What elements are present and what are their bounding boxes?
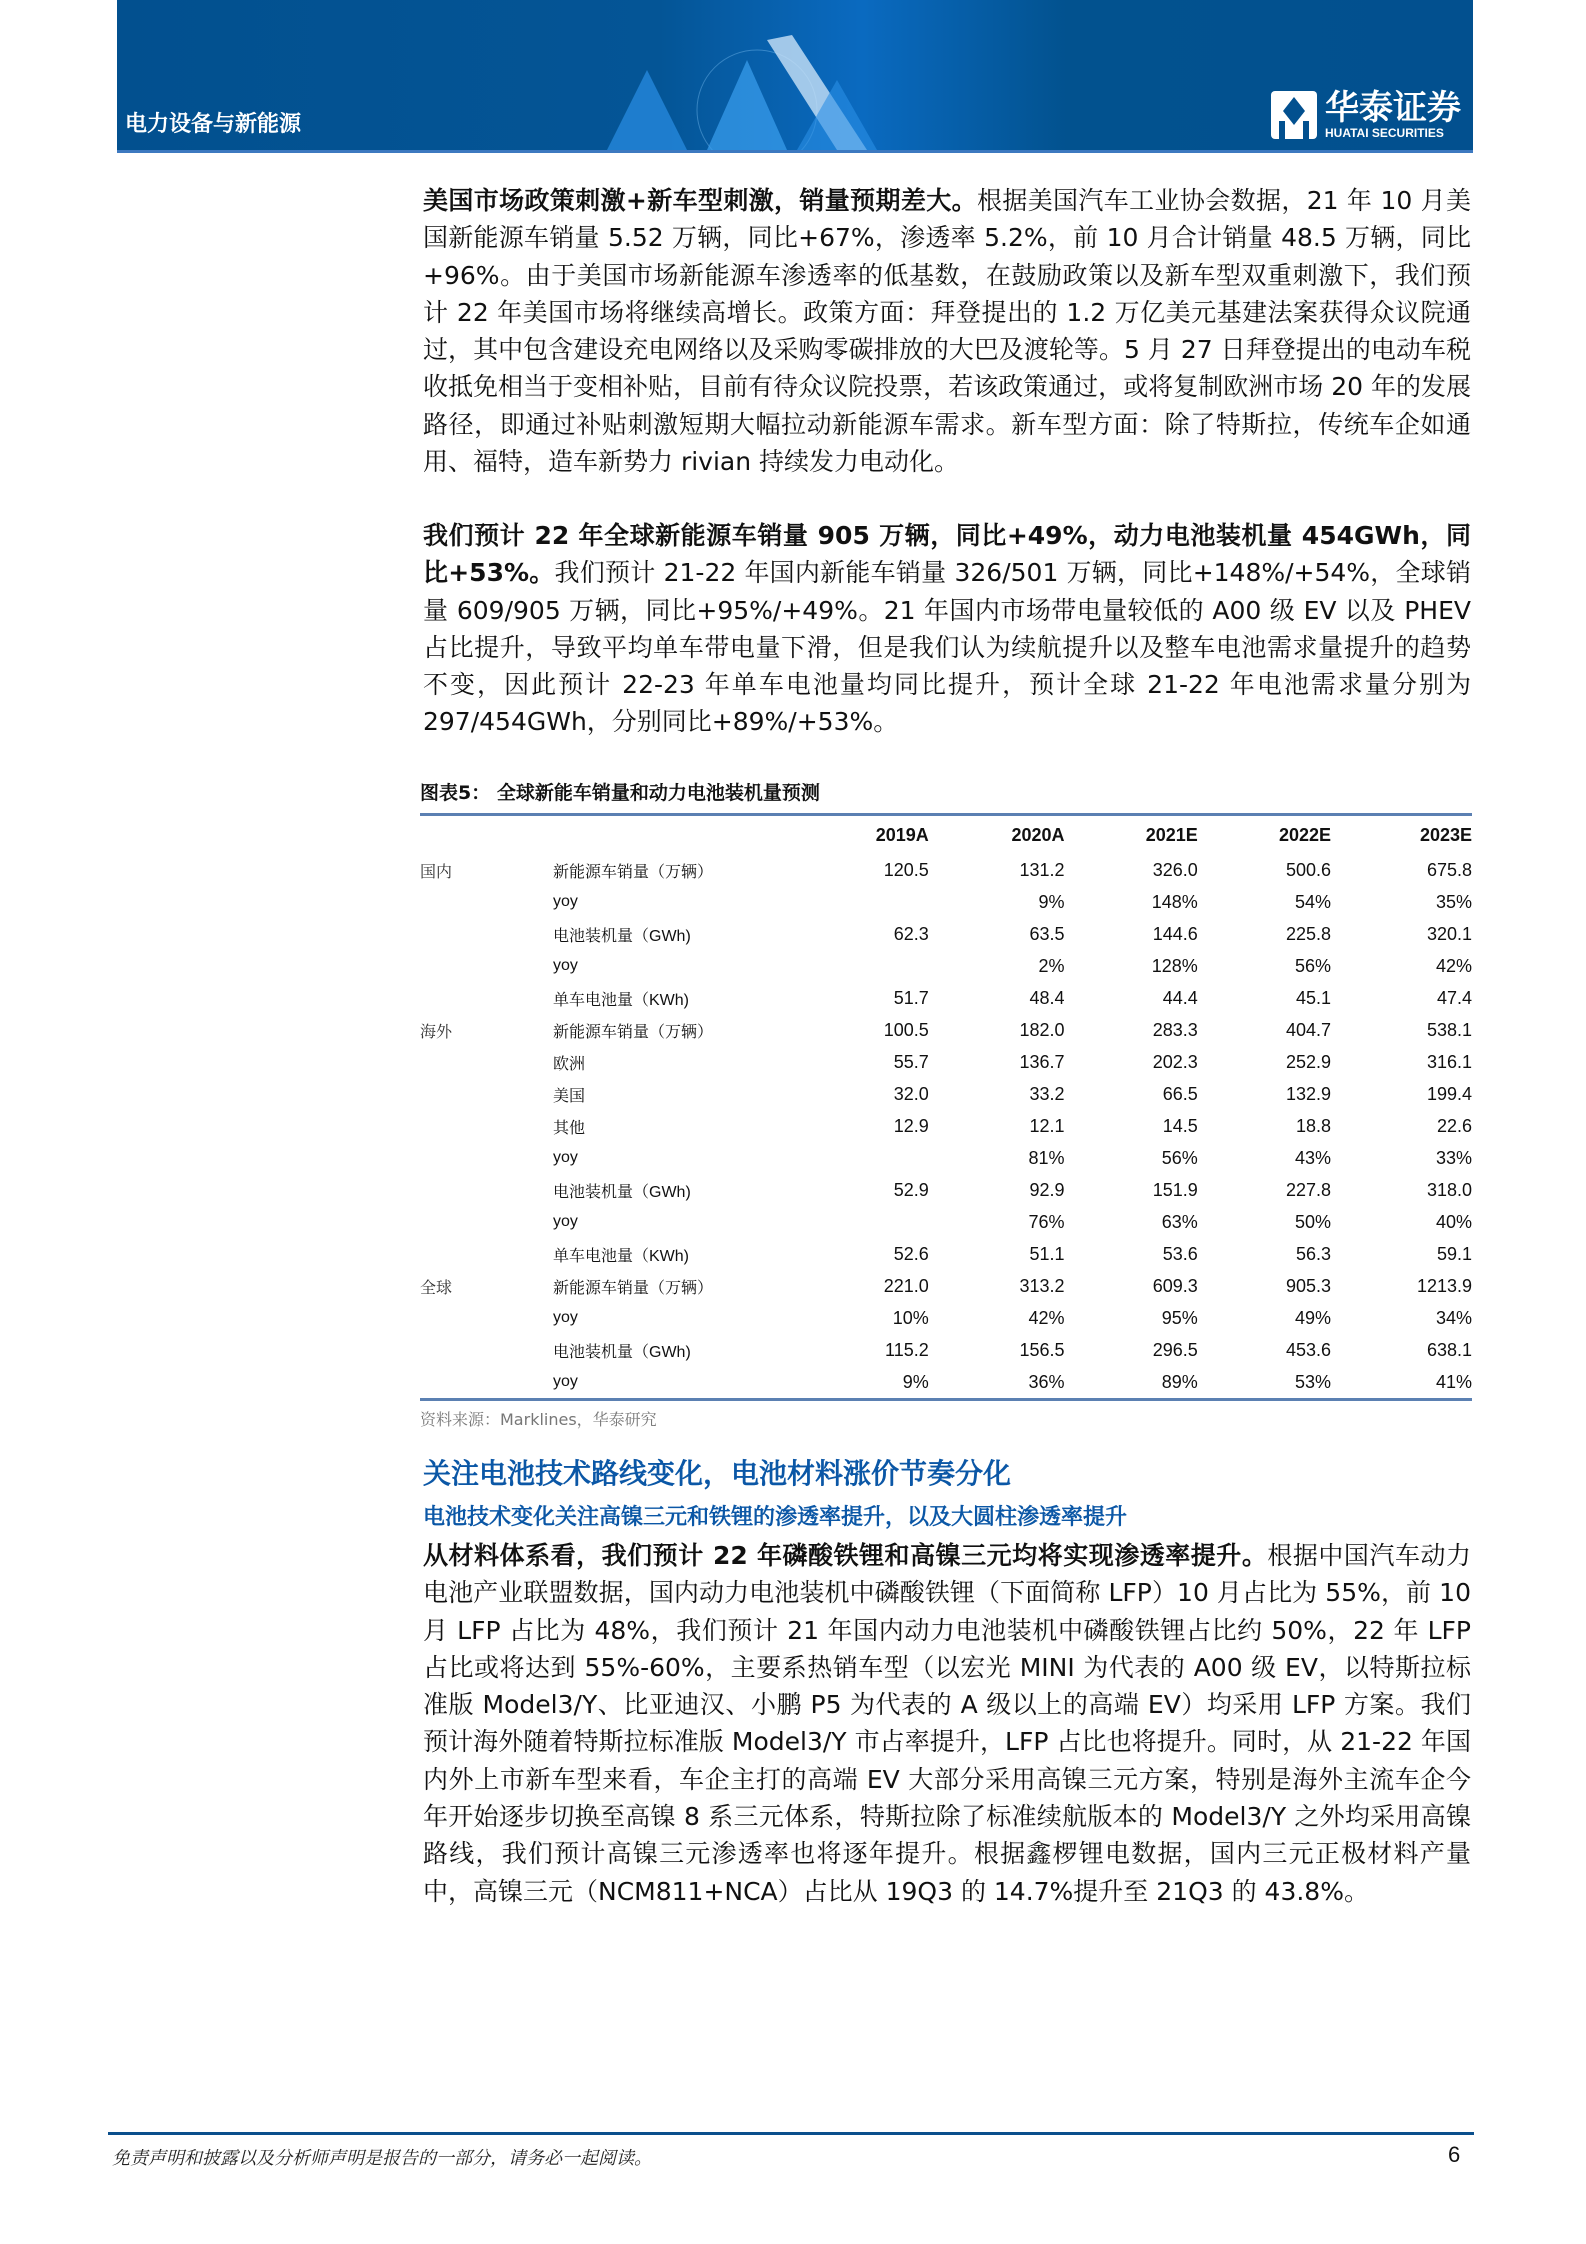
paragraph-body: 我们预计 21-22 年国内新能车销量 326/501 万辆，同比+148%/+54%，全球销量 609/905 万辆，同比+95%/+49%。21 年国内市场带电量较低的 A00 级 EV 以及 PHEV 占比提升，导致平均单车带电量下滑，但是我们认为续航提升以及整车电池需求量提升的趋势不变，因此预计 22-23 年单车电池量均同比提升，预计全球 21-22 年电池需求量分别为 297/454GWh，分别同比+89%/+53%。 [423, 558, 1471, 737]
value-cell: 42% [1028, 1307, 1065, 1328]
value-cell: 42% [1435, 955, 1472, 976]
column-header: 2023E [1419, 824, 1472, 845]
paragraph-lead: 我们预计 22 年全球新能源车销量 905 万辆，同比+49%，动力电池装机量 454GWh，同比+53%。 [423, 521, 1471, 588]
table-row [420, 1110, 1472, 1142]
value-cell: 148% [1151, 891, 1198, 912]
region-cell [420, 1078, 553, 1110]
item-cell: 电池装机量（GWh) [553, 1343, 691, 1361]
value-cell: 638.1 [1426, 1339, 1472, 1360]
table-row [420, 1142, 1472, 1174]
paragraph-body: 根据美国汽车工业协会数据，21 年 10 月美国新能源车销量 5.52 万辆，同比+67%，渗透率 5.2%，前 10 月合计销量 48.5 万辆，同比+96%。由于美国市场新能源车渗透率的低基数，在鼓励政策以及新车型双重刺激下，我们预计 22 年美国市场将继续高增长。政策方面：拜登提出的 1.2 万亿美元基建法案获得众议院通过，其中包含建设充电网络以及采购零碳排放的大巴及渡轮等。5 月 27 日拜登提出的电动车税收抵免相当于变相补贴，目前有待众议院投票，若该政策通过，或将复制欧洲市场 20 年的发展路径，即通过补贴刺激短期大幅拉动新能源车需求。新车型方面：除了特斯拉，传统车企如通用、福特，造车新势力 rivian 持续发力电动化。 [423, 186, 1471, 477]
value-cell: 136.7 [1019, 1051, 1065, 1072]
value-cell: 313.2 [1019, 1275, 1065, 1296]
item-cell: 欧洲 [553, 1055, 586, 1073]
table-row [420, 950, 1472, 982]
footer-disclaimer: 免责声明和披露以及分析师声明是报告的一部分，请务必一起阅读。 [112, 2148, 652, 2169]
table-row [420, 854, 1472, 886]
value-cell: 41% [1331, 1366, 1472, 1400]
table-row [420, 1046, 1472, 1078]
huatai-logo [1271, 90, 1461, 140]
table-row [420, 886, 1472, 918]
value-cell: 56.3 [1295, 1243, 1332, 1264]
value-cell: 45.1 [1295, 987, 1332, 1008]
value-cell: 54% [1295, 891, 1332, 912]
figure-table [420, 778, 1472, 1430]
region-cell [420, 1046, 553, 1078]
value-cell: 40% [1435, 1211, 1472, 1232]
value-cell: 182.0 [1019, 1019, 1065, 1040]
value-cell: 538.1 [1426, 1019, 1472, 1040]
region-cell [420, 1206, 553, 1238]
region-cell: 全球 [420, 1279, 453, 1297]
value-cell: 76% [1028, 1211, 1065, 1232]
footer-divider [108, 2132, 1474, 2135]
section-heading: 关注电池技术路线变化，电池材料涨价节奏分化 [423, 1457, 1012, 1490]
logo-mark-icon [1271, 91, 1317, 139]
value-cell: 56% [1295, 955, 1332, 976]
value-cell: 47.4 [1436, 987, 1472, 1008]
table-header-row [420, 816, 1472, 854]
value-cell: 51.7 [893, 987, 929, 1008]
value-cell: 132.9 [1285, 1083, 1332, 1104]
paragraph-battery-materials [423, 1537, 1471, 1910]
value-cell: 49% [1295, 1307, 1332, 1328]
value-cell: 283.3 [1152, 1019, 1198, 1040]
region-cell [420, 1334, 553, 1366]
value-cell: 81% [1028, 1147, 1065, 1168]
item-cell: 单车电池量（KWh) [553, 991, 690, 1009]
value-cell: 151.9 [1152, 1179, 1198, 1200]
value-cell: 609.3 [1152, 1275, 1198, 1296]
value-cell: 100.5 [883, 1019, 929, 1040]
value-cell [793, 950, 929, 982]
value-cell: 296.5 [1152, 1339, 1198, 1360]
value-cell: 48.4 [1029, 987, 1065, 1008]
item-cell: 新能源车销量（万辆） [553, 1023, 714, 1041]
value-cell: 9% [793, 1366, 929, 1400]
value-cell: 9% [1038, 891, 1065, 912]
column-header: 2021E [1145, 824, 1198, 845]
value-cell: 50% [1295, 1211, 1332, 1232]
value-cell: 316.1 [1426, 1051, 1472, 1072]
paragraph-lead: 从材料体系看，我们预计 22 年磷酸铁锂和高镍三元均将实现渗透率提升。 [423, 1541, 1268, 1570]
value-cell: 35% [1435, 891, 1472, 912]
value-cell: 12.9 [893, 1115, 929, 1136]
table-row [420, 1078, 1472, 1110]
item-cell: yoy [553, 1213, 578, 1230]
value-cell: 53% [1198, 1366, 1331, 1400]
value-cell [793, 1142, 929, 1174]
value-cell: 12.1 [1029, 1115, 1065, 1136]
value-cell: 500.6 [1285, 859, 1332, 880]
table-row [420, 1238, 1472, 1270]
paragraph-lead: 美国市场政策刺激+新车型刺激，销量预期差大。 [423, 186, 977, 215]
logo-name-en: HUATAI SECURITIES [1325, 126, 1444, 140]
logo-name-cn: 华泰证券 [1325, 88, 1461, 128]
region-cell [420, 1174, 553, 1206]
value-cell: 59.1 [1436, 1243, 1472, 1264]
value-cell: 43% [1295, 1147, 1332, 1168]
value-cell: 128% [1151, 955, 1198, 976]
item-cell: 新能源车销量（万辆） [553, 1279, 714, 1297]
item-cell: yoy [553, 1366, 793, 1400]
value-cell: 199.4 [1426, 1083, 1472, 1104]
value-cell: 53.6 [1162, 1243, 1198, 1264]
decorative-banner-graphic [597, 30, 897, 150]
value-cell: 22.6 [1436, 1115, 1472, 1136]
value-cell: 95% [1161, 1307, 1198, 1328]
table-row [420, 1174, 1472, 1206]
value-cell: 44.4 [1162, 987, 1198, 1008]
item-cell: 电池装机量（GWh) [553, 927, 691, 945]
value-cell: 202.3 [1152, 1051, 1198, 1072]
table-row [420, 1014, 1472, 1046]
region-cell: 国内 [420, 863, 453, 881]
paragraph-body: 根据中国汽车动力电池产业联盟数据，国内动力电池装机中磷酸铁锂（下面简称 LFP）10 月占比为 55%，前 10 月 LFP 占比为 48%，我们预计 21 年国内动力电池装机中磷酸铁锂占比约 50%，22 年 LFP 占比或将达到 55%-60%，主要系热销车型（以宏光 MINI 为代表的 A00 级 EV，以特斯拉标准版 Model3/Y、比亚迪汉、小鹏 P5 为代表的 A 级以上的高端 EV）均采用 LFP 方案。我们预计海外随着特斯拉标准版 Model3/Y 市占率提升，LFP 占比也将提升。同时，从 21-22 年国内外上市新车型来看，车企主打的高端 EV 大部分采用高镍三元方案，特别是海外主流车企今年开始逐步切换至高镍 8 系三元体系，特斯拉除了标准续航版本的 Model3/Y 之外均采用高镍路线，我们预计高镍三元渗透率也将逐年提升。根据鑫椤锂电数据，国内三元正极材料产量中，高镍三元（NCM811+NCA）占比从 19Q3 的 14.7%提升至 21Q3 的 43.8%。 [423, 1541, 1471, 1906]
item-cell: 单车电池量（KWh) [553, 1247, 690, 1265]
table-row [420, 1270, 1472, 1302]
value-cell: 225.8 [1285, 923, 1332, 944]
value-cell: 92.9 [1029, 1179, 1065, 1200]
value-cell: 675.8 [1426, 859, 1472, 880]
value-cell: 227.8 [1285, 1179, 1332, 1200]
page-header [117, 0, 1473, 153]
value-cell: 10% [892, 1307, 929, 1328]
table-row [420, 982, 1472, 1014]
table-title: 图表5： 全球新能车销量和动力电池装机量预测 [420, 778, 1472, 816]
table-row [420, 1366, 1472, 1400]
value-cell: 18.8 [1295, 1115, 1332, 1136]
value-cell: 51.1 [1029, 1243, 1065, 1264]
value-cell: 320.1 [1426, 923, 1472, 944]
value-cell: 1213.9 [1416, 1275, 1472, 1296]
region-cell [420, 886, 553, 918]
column-header: 2020A [1011, 824, 1065, 845]
region-cell [420, 1238, 553, 1270]
value-cell: 32.0 [893, 1083, 929, 1104]
value-cell: 115.2 [885, 1339, 929, 1360]
table-row [420, 1334, 1472, 1366]
item-cell: yoy [553, 1149, 578, 1166]
value-cell: 120.5 [883, 859, 929, 880]
region-cell [420, 950, 553, 982]
value-cell: 318.0 [1426, 1179, 1472, 1200]
value-cell: 221.0 [883, 1275, 929, 1296]
sector-label: 电力设备与新能源 [125, 112, 302, 137]
item-cell: 其他 [553, 1119, 586, 1137]
region-cell [420, 1142, 553, 1174]
region-cell [420, 982, 553, 1014]
region-cell [420, 1110, 553, 1142]
column-header: 2019A [875, 824, 929, 845]
table-row [420, 1302, 1472, 1334]
value-cell: 36% [929, 1366, 1065, 1400]
value-cell: 62.3 [893, 923, 929, 944]
value-cell: 63% [1161, 1211, 1198, 1232]
page-number: 6 [1448, 2142, 1461, 2167]
value-cell [793, 886, 929, 918]
value-cell: 52.9 [893, 1179, 929, 1200]
region-cell [420, 918, 553, 950]
table-source: 资料来源：Marklines，华泰研究 [420, 1410, 657, 1429]
paragraph-us-market [423, 182, 1471, 480]
value-cell: 453.6 [1285, 1339, 1332, 1360]
region-cell [420, 1366, 553, 1400]
value-cell: 52.6 [893, 1243, 929, 1264]
subsection-heading: 电池技术变化关注高镍三元和铁锂的渗透率提升，以及大圆柱渗透率提升 [423, 1505, 1128, 1530]
value-cell: 56% [1161, 1147, 1198, 1168]
value-cell: 34% [1435, 1307, 1472, 1328]
value-cell: 156.5 [1019, 1339, 1065, 1360]
value-cell: 2% [1038, 955, 1065, 976]
value-cell: 66.5 [1162, 1083, 1198, 1104]
value-cell: 89% [1065, 1366, 1198, 1400]
paragraph-global-forecast [423, 517, 1471, 741]
region-cell [420, 1302, 553, 1334]
value-cell: 252.9 [1285, 1051, 1332, 1072]
value-cell: 63.5 [1029, 923, 1065, 944]
value-cell: 131.2 [1019, 859, 1065, 880]
table-row [420, 1206, 1472, 1238]
value-cell: 404.7 [1285, 1019, 1332, 1040]
value-cell [793, 1206, 929, 1238]
item-cell: yoy [553, 893, 578, 910]
item-cell: yoy [553, 957, 578, 974]
value-cell: 905.3 [1285, 1275, 1332, 1296]
value-cell: 33.2 [1029, 1083, 1065, 1104]
value-cell: 33% [1435, 1147, 1472, 1168]
item-cell: yoy [553, 1309, 578, 1326]
value-cell: 55.7 [893, 1051, 929, 1072]
value-cell: 144.6 [1152, 923, 1198, 944]
item-cell: 美国 [553, 1087, 586, 1105]
table-row [420, 918, 1472, 950]
forecast-table [420, 816, 1472, 1401]
region-cell: 海外 [420, 1023, 453, 1041]
item-cell: 电池装机量（GWh) [553, 1183, 691, 1201]
item-cell: 新能源车销量（万辆） [553, 863, 714, 881]
column-header: 2022E [1278, 824, 1332, 845]
value-cell: 326.0 [1152, 859, 1198, 880]
value-cell: 14.5 [1162, 1115, 1198, 1136]
